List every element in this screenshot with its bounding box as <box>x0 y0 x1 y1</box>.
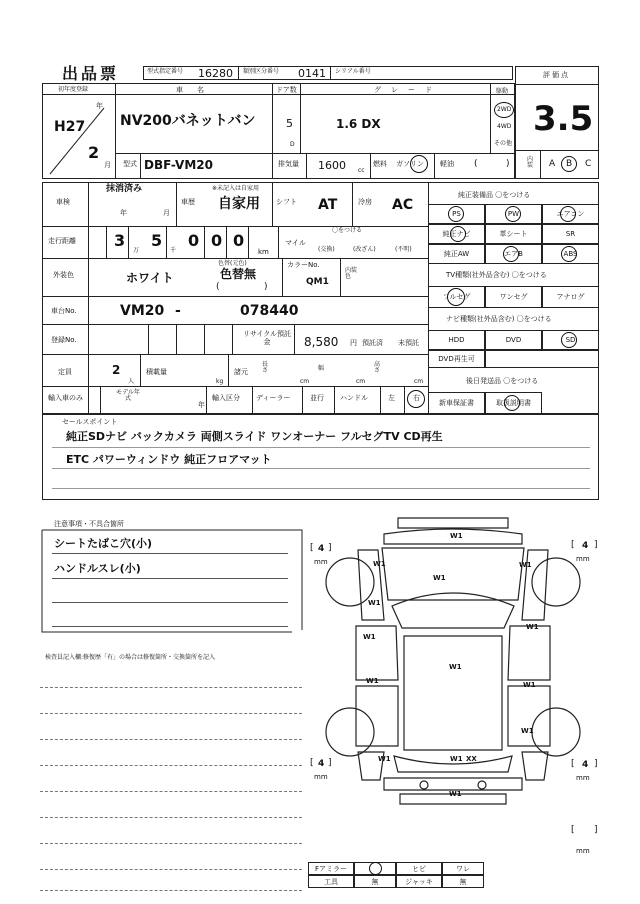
rule <box>40 765 302 766</box>
equip-leather: 革シート <box>485 224 542 244</box>
interior-b-circle <box>561 156 577 172</box>
nav-sd-circle <box>561 332 577 348</box>
rule <box>40 890 302 891</box>
interior-color-label: 内装色 <box>345 267 358 280</box>
width-label: 幅 <box>318 365 325 372</box>
first-reg-label: 初年度登録 <box>58 86 89 93</box>
tire-tl-bracket-close: ] <box>328 543 332 553</box>
color-paren-close: ) <box>264 282 268 292</box>
mileage-digit-3: 0 <box>188 231 200 250</box>
rule <box>40 791 302 792</box>
rule <box>52 578 288 579</box>
equip-abs: ABS <box>542 244 599 264</box>
tv-analog: アナログ <box>542 286 599 308</box>
color-no-value: QM1 <box>306 277 329 287</box>
damage-mark: W1 <box>366 677 379 685</box>
shift-label: シフト <box>276 198 297 206</box>
tv-oneseg: ワンセグ <box>485 286 542 308</box>
interior-a: A <box>549 159 556 169</box>
color-change-label: 色替(元色) <box>218 260 247 267</box>
damage-mark: W1 <box>526 623 539 631</box>
displacement-label: 排気量 <box>278 160 299 168</box>
equip-pw: PW <box>485 204 542 224</box>
color-value: ホワイト <box>126 271 174 285</box>
interior-label: 内装 <box>527 156 534 169</box>
fuel-gasoline: ガソリン <box>396 160 424 168</box>
divider <box>115 153 515 154</box>
inspector-label: 検査員記入欄:修復歴「有」の場合は修復箇所・交換箇所を記入 <box>45 654 216 661</box>
fuel-label: 燃料 <box>373 160 387 168</box>
rule <box>52 488 590 489</box>
import-label: 輸入車のみ <box>48 394 83 402</box>
recycle-unpaid: 未預託 <box>398 339 419 347</box>
grade-value: 1.6 DX <box>336 117 381 131</box>
ac-value: AC <box>392 197 414 213</box>
class-code-value: 0141 <box>298 67 326 80</box>
equip-abs-circle <box>561 246 577 262</box>
sales-line-1: 純正SDナビ バックカメラ 両側スライド ワンオーナー フルセグTV CD再生 <box>66 430 443 443</box>
color-no-label: カラーNo. <box>287 261 320 269</box>
dvd-play-label: DVD再生可 <box>428 350 485 368</box>
damage-mark: W1 <box>523 681 536 689</box>
divider <box>294 324 295 354</box>
divider <box>306 153 307 179</box>
year-suffix: 年 <box>96 102 103 110</box>
shaken-value: 抹消済み <box>106 184 143 194</box>
height-cm: cm <box>414 378 424 385</box>
meter-option-1: (交換) <box>318 246 335 253</box>
divider <box>204 324 205 354</box>
divider <box>300 83 301 153</box>
footer-mirror-circle <box>369 862 382 875</box>
tire-br-bracket-open: [ <box>571 759 575 769</box>
chassis-prefix: VM20 <box>120 303 165 319</box>
mile-label: マイル <box>285 239 306 247</box>
damage-mark: W1 <box>378 755 391 763</box>
car-damage-diagram <box>322 510 584 812</box>
doors-value: 5 <box>286 117 293 130</box>
damage-mark: W1 <box>450 532 463 540</box>
divider <box>278 226 279 258</box>
doors-label: ドア数 <box>276 86 297 94</box>
rule <box>52 447 590 448</box>
month-suffix: 月 <box>104 161 111 169</box>
km-unit: km <box>258 248 269 256</box>
divider <box>515 84 599 85</box>
history-note: ※未記入は自家用 <box>212 185 260 192</box>
rule <box>52 553 288 554</box>
car-name-label: 車名 <box>176 86 218 94</box>
mileage-digit-4: 0 <box>211 231 223 250</box>
divider <box>404 386 405 414</box>
later-manual: 取扱説明書 <box>485 392 542 414</box>
class-code-label: 類別区分番号 <box>243 68 280 75</box>
footer-crack-label: ヒビ <box>396 862 442 875</box>
divider <box>166 226 167 258</box>
divider <box>42 354 428 355</box>
equipment-title: 純正装備品 〇をつける <box>458 191 531 199</box>
later-title: 後日発送品 〇をつける <box>466 377 539 385</box>
divider <box>140 153 141 179</box>
chassis-number: 078440 <box>240 303 299 319</box>
equip-ps-circle <box>448 206 464 222</box>
damage-mark: W1 <box>373 560 386 568</box>
divider <box>272 182 273 226</box>
tire-br-value: 4 <box>582 760 589 770</box>
tire-bl-bracket-close: ] <box>328 758 332 768</box>
chassis-dash: - <box>175 303 181 319</box>
model-code-label: 型式指定番号 <box>147 68 184 75</box>
note-item-1: シートたばこ穴(小) <box>54 537 153 550</box>
damage-mark: W1 <box>368 599 381 607</box>
mileage-digit-1: 3 <box>114 231 126 250</box>
drive-2wd: 2WD <box>497 106 512 113</box>
doors-unit: D <box>290 141 295 148</box>
dvd-play-value <box>485 350 599 368</box>
tire-br-bracket-close: ] <box>594 759 598 769</box>
rule <box>40 713 302 714</box>
recycle-paid: 預託済 <box>362 339 383 347</box>
divider <box>204 226 205 258</box>
import-dealer: ディーラー <box>256 394 291 402</box>
mileage-digit-2: 5 <box>151 231 163 250</box>
equip-ac: エアコン <box>542 204 599 224</box>
nav-title: ナビ種類(社外品含む) 〇をつける <box>446 315 552 323</box>
equip-pw-circle <box>505 206 521 222</box>
light-oil-label: 軽油 <box>440 160 454 168</box>
divider <box>282 258 283 296</box>
tire-br-unit: mm <box>576 774 590 782</box>
footer-tools-label: 工具 <box>308 875 354 888</box>
rule <box>52 626 288 627</box>
mileage-label: 走行距離 <box>48 237 76 245</box>
divider <box>42 226 428 227</box>
rating-label: 評価点 <box>543 71 570 79</box>
recycle-label: リサイクル預託金 <box>242 330 292 347</box>
drive-other: その他 <box>494 140 513 147</box>
rule <box>40 817 302 818</box>
tire-spare-bracket-close: ] <box>594 825 598 835</box>
model-code-value: 16280 <box>198 67 233 80</box>
rule <box>52 468 590 469</box>
divider <box>434 153 435 179</box>
divider <box>140 354 141 386</box>
divider <box>252 386 253 414</box>
footer-break-label: ワレ <box>442 862 484 875</box>
tire-spare-unit: mm <box>576 847 590 855</box>
handle-label: ハンドル <box>340 394 368 402</box>
history-label: 車歴 <box>181 198 195 206</box>
recycle-unit: 円 <box>350 339 357 347</box>
color-label: 外装色 <box>53 271 74 279</box>
divider <box>106 226 107 258</box>
ac-label: 冷房 <box>358 198 372 206</box>
meter-option-3: (不明) <box>395 246 412 253</box>
paren-close: ) <box>506 159 510 169</box>
rule <box>52 602 288 603</box>
divider <box>370 153 371 179</box>
divider <box>42 296 428 297</box>
damage-mark: W1 <box>521 727 534 735</box>
divider <box>176 182 177 226</box>
tv-fullseg-circle <box>447 288 465 306</box>
rule <box>40 869 302 870</box>
tire-tr-value: 4 <box>582 541 589 551</box>
footer-jack-label: ジャッキ <box>396 875 442 888</box>
divider <box>540 150 541 179</box>
damage-mark: W1 <box>449 663 462 671</box>
divider <box>334 386 335 414</box>
model-label: 型式 <box>123 160 137 168</box>
divider <box>176 324 177 354</box>
interior-b: B <box>566 159 573 169</box>
reg-no-label: 登録No. <box>51 336 77 344</box>
rule <box>40 739 302 740</box>
width-cm: cm <box>356 378 366 385</box>
paren-open: ( <box>474 159 478 169</box>
divider <box>238 66 239 80</box>
equip-aw: 純正AW <box>428 244 485 264</box>
capacity-label: 定員 <box>58 368 72 376</box>
drive-2wd-circle <box>494 102 514 118</box>
rule <box>40 687 302 688</box>
divider <box>232 324 233 354</box>
length-cm: cm <box>300 378 310 385</box>
tire-tl-value: 4 <box>318 544 325 554</box>
chassis-label: 車台No. <box>51 307 77 315</box>
divider <box>206 386 207 414</box>
divider <box>42 94 515 95</box>
shaken-year: 年 <box>120 209 127 217</box>
tire-bl-unit: mm <box>314 773 328 781</box>
grade-label: グレード <box>374 86 442 94</box>
note-item-2: ハンドルスレ(小) <box>54 562 141 575</box>
notes-title: 注意事項・不具合箇所 <box>54 520 124 528</box>
load-label: 積載量 <box>146 368 167 376</box>
man-unit: 万 <box>133 247 140 254</box>
tire-tr-bracket-close: ] <box>594 540 598 550</box>
model-year-suffix: 年 <box>198 401 205 409</box>
cc-unit: cc <box>358 167 365 174</box>
sales-title: セールスポイント <box>62 418 118 426</box>
damage-mark: W1 <box>363 633 376 641</box>
interior-c: C <box>585 159 592 169</box>
model-value: DBF-VM20 <box>144 158 213 172</box>
divider <box>100 386 101 414</box>
equip-ac-circle <box>560 206 576 222</box>
handle-right: 右 <box>413 394 420 402</box>
divider <box>226 226 227 258</box>
equip-navi-circle <box>450 226 466 242</box>
footer-jack-value: 無 <box>442 875 484 888</box>
divider <box>302 386 303 414</box>
nav-sd: SD <box>542 330 599 350</box>
shaken-month: 月 <box>163 209 170 217</box>
color-paren-open: ( <box>216 282 220 292</box>
tire-tl-unit: mm <box>314 558 328 566</box>
displacement-value: 1600 <box>318 159 346 172</box>
tire-tr-unit: mm <box>576 555 590 563</box>
first-reg-year: H27 <box>54 119 86 135</box>
tv-title: TV種類(社外品含む) 〇をつける <box>446 271 547 279</box>
sales-line-2: ETC パワーウィンドウ 純正フロアマット <box>66 453 272 466</box>
divider <box>42 258 428 259</box>
divider <box>340 258 341 296</box>
divider <box>228 354 229 386</box>
model-year-label: モデル年式 <box>116 389 140 402</box>
divider <box>248 226 249 258</box>
damage-mark: XX <box>466 755 477 763</box>
footer-mirror-label: Fアミラー <box>308 862 354 875</box>
serial-label: シリアル番号 <box>335 68 371 75</box>
load-unit: kg <box>216 378 224 385</box>
import-class-label: 輸入区分 <box>212 394 240 402</box>
car-name-value: NV200バネットバン <box>120 113 256 129</box>
equip-ps: PS <box>428 204 485 224</box>
form-title: 出品票 <box>62 64 120 83</box>
divider <box>128 226 129 258</box>
divider <box>330 66 331 80</box>
color-change-value: 色替無 <box>220 267 257 281</box>
capacity-unit: 人 <box>128 378 135 385</box>
equip-airbag-circle <box>503 246 519 262</box>
footer-tools-value: 無 <box>354 875 396 888</box>
tire-spare-bracket-open: [ <box>571 825 575 835</box>
length-label: 長さ <box>262 361 269 374</box>
capacity-value: 2 <box>112 363 121 377</box>
divider <box>88 182 89 414</box>
equip-sr: SR <box>542 224 599 244</box>
tire-bl-value: 4 <box>318 759 325 769</box>
mile-circle-note: 〇をつける <box>332 227 363 234</box>
mileage-digit-5: 0 <box>233 231 245 250</box>
later-manual-circle <box>504 395 520 411</box>
handle-left: 左 <box>388 394 395 402</box>
drive-label: 駆動 <box>496 88 509 95</box>
rating-value: 3.5 <box>533 99 594 139</box>
damage-mark: W1 <box>433 574 446 582</box>
recycle-value: 8,580 <box>304 335 339 349</box>
first-reg-month: 2 <box>88 143 100 162</box>
tire-tr-bracket-open: [ <box>571 540 575 550</box>
divider <box>272 83 273 179</box>
divider <box>115 83 116 179</box>
dims-label: 諸元 <box>234 368 248 376</box>
handle-right-circle <box>407 390 425 408</box>
damage-mark: W1 <box>450 755 463 763</box>
tire-bl-bracket-open: [ <box>310 758 314 768</box>
damage-mark: W1 <box>449 790 462 798</box>
divider <box>42 324 428 325</box>
damage-mark: W1 <box>519 561 532 569</box>
divider <box>515 150 599 151</box>
tv-fullseg: フルセグ <box>428 286 485 308</box>
equip-airbag: エアB <box>485 244 542 264</box>
divider <box>490 83 491 153</box>
sen-unit: 千 <box>170 247 177 254</box>
divider <box>380 386 381 414</box>
shaken-label: 車検 <box>56 198 70 206</box>
history-value: 自家用 <box>218 196 260 212</box>
shift-value: AT <box>318 197 338 213</box>
drive-4wd: 4WD <box>497 123 512 130</box>
nav-hdd: HDD <box>428 330 485 350</box>
later-warranty: 新車保証書 <box>428 392 485 414</box>
tire-tl-bracket-open: [ <box>310 543 314 553</box>
fuel-circle <box>410 155 428 173</box>
import-parallel: 並行 <box>310 394 324 402</box>
height-label: 高さ <box>374 361 381 374</box>
divider <box>352 182 353 226</box>
equip-navi: 純正ナビ <box>428 224 485 244</box>
divider <box>148 324 149 354</box>
rule <box>40 843 302 844</box>
nav-dvd: DVD <box>485 330 542 350</box>
meter-option-2: (改ざん) <box>353 246 376 253</box>
